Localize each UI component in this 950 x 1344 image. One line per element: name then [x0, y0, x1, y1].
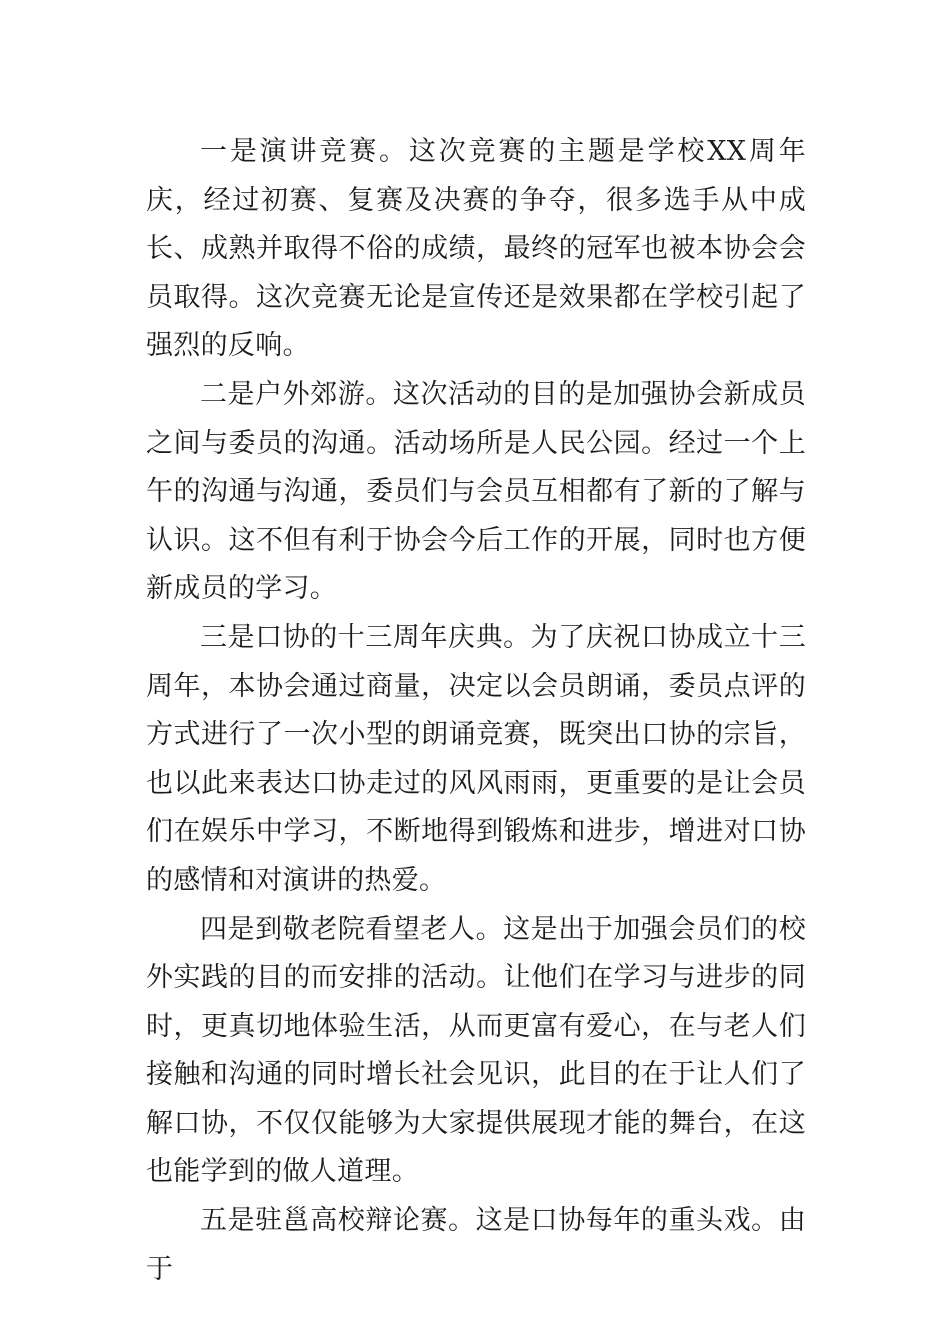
- paragraph-nursing-home-visit: 四是到敬老院看望老人。这是出于加强会员们的校外实践的目的而安排的活动。让他们在学习与进步的同时，更真切地体验生活，从而更富有爱心，在与老人们接触和沟通的同时增长社会见识，此目的在于让人们了解口协，不仅仅能够为大家提供展现才能的舞台，在这也能学到的做人道理。: [146, 913, 806, 1188]
- paragraph-speech-contest: 一是演讲竞赛。这次竞赛的主题是学校XX周年庆，经过初赛、复赛及决赛的争夺，很多选手从中成长、成熟并取得不俗的成绩，最终的冠军也被本协会会员取得。这次竞赛无论是宣传还是效果都在学校引起了强烈的反响。: [146, 136, 806, 362]
- document-body: [146, 128, 806, 1294]
- paragraph-outing: 二是户外郊游。这次活动的目的是加强协会新成员之间与委员的沟通。活动场所是人民公园。经过一个上午的沟通与沟通，委员们与会员互相都有了新的了解与认识。这不但有利于协会今后工作的开展，同时也方便新成员的学习。: [146, 378, 806, 605]
- paragraph-debate-contest: 五是驻邕高校辩论赛。这是口协每年的重头戏。由于: [146, 1205, 806, 1285]
- paragraph-anniversary: 三是口协的十三周年庆典。为了庆祝口协成立十三周年，本协会通过商量，决定以会员朗诵，委员点评的方式进行了一次小型的朗诵竞赛，既突出口协的宗旨，也以此来表达口协走过的风风雨雨，更重要的是让会员们在娱乐中学习，不断地得到锻炼和进步，增进对口协的感情和对演讲的热爱。: [146, 621, 806, 896]
